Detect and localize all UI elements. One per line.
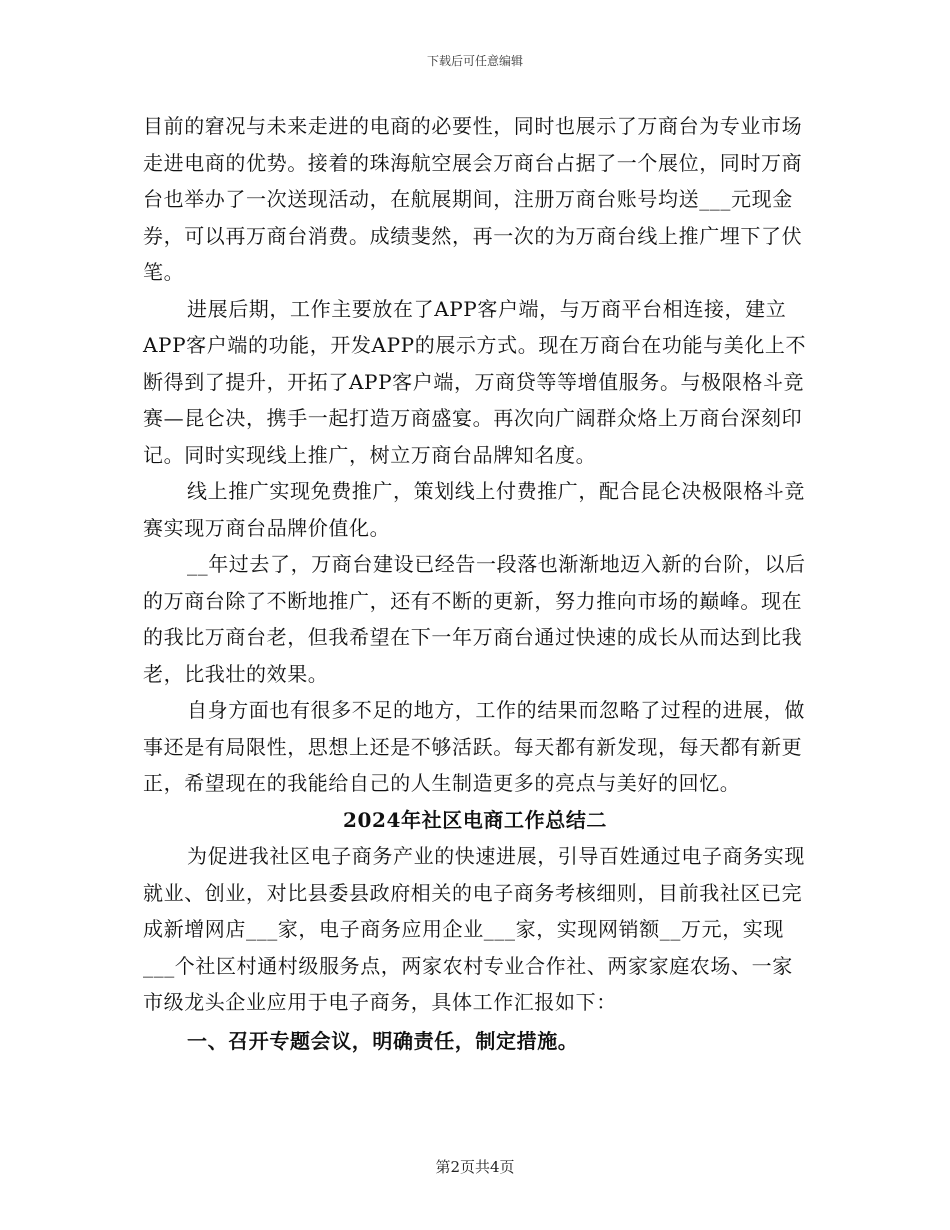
section-title: 2024年社区电商工作总结二 xyxy=(342,807,608,832)
paragraph-1: 目前的窘况与未来走进的电商的必要性，同时也展示了万商台为专业市场走进电商的优势。接着的珠海航空展会万商台占据了一个展位，同时万商台也举办了一次送现活动，在航展期间，注册万商台账号均送___元现金券，可以再万商台消费。成绩斐然，再一次的为万商台线上推广埋下了伏笔。 xyxy=(143,114,803,284)
paragraph-2: 进展后期，工作主要放在了APP客户端，与万商平台相连接，建立APP客户端的功能，开发APP的展示方式。现在万商台在功能与美化上不断得到了提升，开拓了APP客户端，万商贷等等增值服务。与极限格斗竞赛—昆仑决，携手一起打造万商盛宴。再次向广阔群众烙上万商台深刻印记。同时实现线上推广，树立万商台品牌知名度。 xyxy=(143,296,807,467)
paragraph-5: 自身方面也有很多不足的地方，工作的结果而忽略了过程的进展，做事还是有局限性，思想上还是不够活跃。每天都有新发现，每天都有新更正，希望现在的我能给自己的人生制造更多的亮点与美好的回忆。 xyxy=(143,698,805,795)
paragraph-4: __年过去了，万商台建设已经告一段落也渐渐地迈入新的台阶，以后的万商台除了不断地推广，还有不断的更新，努力推向市场的巅峰。现在的我比万商台老，但我希望在下一年万商台通过快速的成长从而达到比我老，比我壮的效果。 xyxy=(143,552,806,686)
page-header-note: 下载后可任意编辑 xyxy=(426,54,523,68)
section-intro: 为促进我社区电子商务产业的快速进展，引导百姓通过电子商务实现就业、创业，对比县委县政府相关的电子商务考核细则，目前我社区已完成新增网店___家，电子商务应用企业___家，实现网销额__万元，实现___个社区村通村级服务点，两家农村专业合作社、两家家庭农场、一家市级龙头企业应用于电子商务，具体工作汇报如下： xyxy=(143,844,805,1014)
page-footer: 第2页共4页 xyxy=(435,1158,515,1176)
paragraph-3: 线上推广实现免费推广，策划线上付费推广，配合昆仑决极限格斗竞赛实现万商台品牌价值化。 xyxy=(143,479,805,540)
document-body xyxy=(143,108,807,1059)
section-heading-1: 一、召开专题会议，明确责任，制定措施。 xyxy=(187,1028,579,1053)
